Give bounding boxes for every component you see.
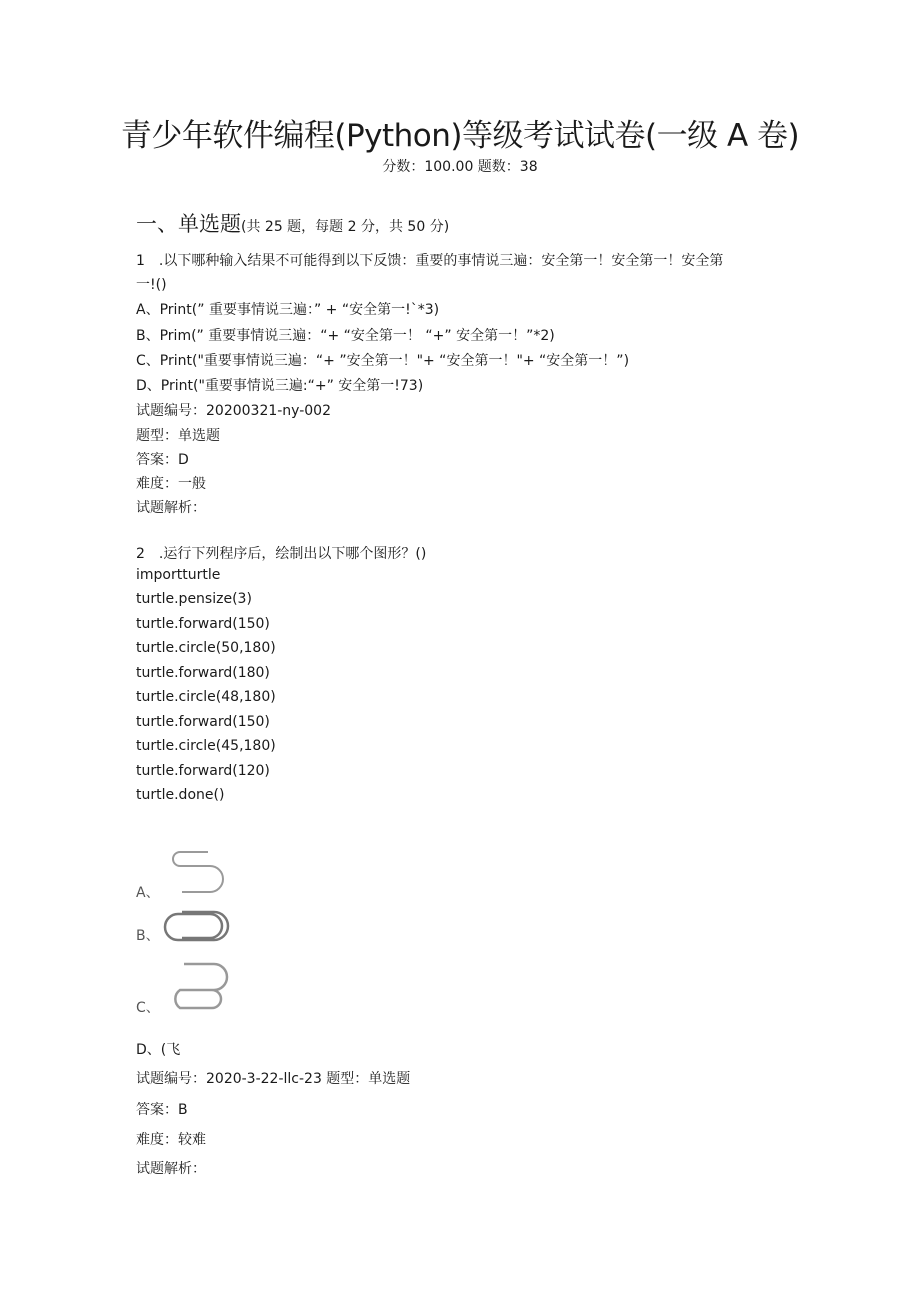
q2-code-line: turtle.done() [136,787,225,803]
q1-option-d: D、Print("重要事情说三遍:“+” 安全第一!73) [136,378,424,394]
exam-subtitle: 分数：100.00 题数：38 [382,159,538,175]
q2-answer: 答案：B [136,1102,188,1118]
q1-stem-line2: 一!() [136,277,167,293]
q2-code-line: turtle.circle(45,180) [136,738,276,754]
q1-type: 题型：单选题 [136,428,220,444]
option-a-figure [160,846,232,896]
q2-code-line: importturtle [136,567,221,583]
section-title: 一、单选题 [136,212,241,236]
exam-title: 青少年软件编程(Python)等级考试试卷(一级 A 卷) [120,118,800,154]
q2-code-line: turtle.forward(120) [136,763,270,779]
q2-code-line: turtle.forward(180) [136,665,270,681]
q2-code-line: turtle.circle(50,180) [136,640,276,656]
q1-answer: 答案：D [136,452,189,468]
q2-option-c-label: C、 [136,1000,160,1016]
q1-option-a: A、Print(” 重要事情说三遍：” + “安全第一!`*3) [136,302,440,318]
q1-option-b: B、Prim(” 重要事情说三遍：“+ “安全第一！ “+” 安全第一！”*2) [136,328,555,344]
q2-stem: 2 .运行下列程序后，绘制出以下哪个图形？() [136,546,427,562]
q1-stem-line1: 1 .以下哪种输入结果不可能得到以下反馈：重要的事情说三遍：安全第一！安全第一！安全第 [136,253,724,269]
section-heading [136,208,449,238]
q2-option-b-label: B、 [136,928,160,944]
q2-difficulty: 难度：较难 [136,1132,206,1148]
section-note: (共 25 题，每题 2 分，共 50 分) [241,219,450,235]
q2-analysis: 试题解析： [136,1161,206,1177]
q1-id: 试题编号：20200321-ny-002 [136,403,331,419]
q2-code-line: turtle.forward(150) [136,714,270,730]
q1-analysis: 试题解析： [136,500,206,516]
option-b-figure [160,908,236,944]
q2-code-line: turtle.forward(150) [136,616,270,632]
q2-id-type: 试题编号：2020-3-22-llc-23 题型：单选题 [136,1071,411,1087]
q1-difficulty: 难度：一般 [136,476,206,492]
q1-option-c: C、Print("重要事情说三遍：“+ ”安全第一！"+ “安全第一！"+ “安全第一！”) [136,353,630,369]
q2-code-line: turtle.pensize(3) [136,591,252,607]
q2-code-line: turtle.circle(48,180) [136,689,276,705]
q2-option-a-label: A、 [136,885,160,901]
option-c-figure [160,958,236,1014]
q2-option-d: D、(飞 [136,1042,181,1058]
